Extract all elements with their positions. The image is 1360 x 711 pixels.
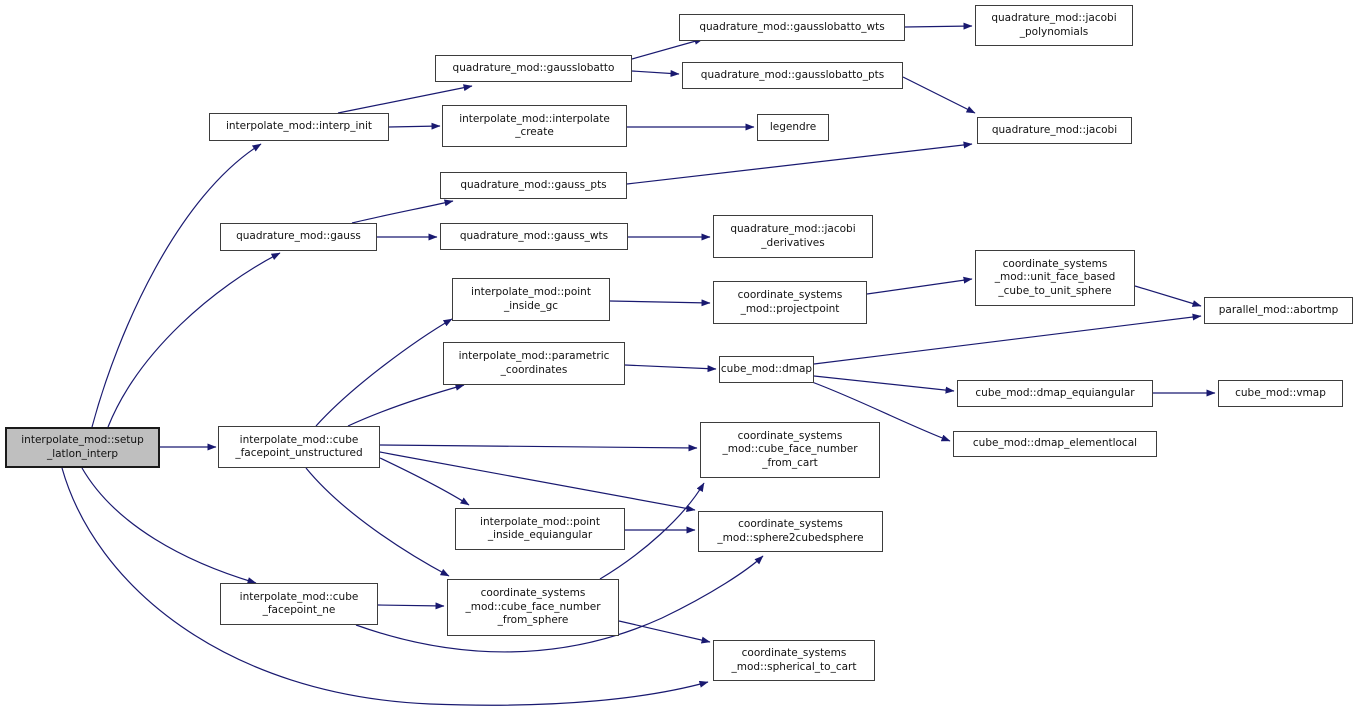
edge-cube_facepoint_unstructured-to-parametric_coordinates bbox=[348, 385, 464, 426]
node-label-line: interpolate_mod::point bbox=[480, 515, 600, 528]
node-setup_latlon_interp bbox=[5, 427, 160, 468]
node-label-line: interpolate_mod::setup bbox=[21, 434, 144, 446]
edge-dmap-to-dmap_equiangular bbox=[814, 376, 954, 391]
edge-interp_init-to-interpolate_create bbox=[389, 126, 440, 127]
node-label-line: _mod::cube_face_number bbox=[722, 443, 858, 456]
node-label-line: interpolate_mod::parametric bbox=[458, 350, 610, 362]
node-sphere2cubedsphere[interactable] bbox=[698, 511, 883, 552]
node-label-line: coordinate_systems bbox=[480, 587, 586, 600]
node-dmap_equiangular[interactable] bbox=[957, 380, 1153, 407]
node-label-line: quadrature_mod::gausslobatto_wts bbox=[699, 20, 885, 33]
node-label-line: quadrature_mod::gausslobatto_pts bbox=[700, 68, 885, 81]
node-label-line: quadrature_mod::gauss_wts bbox=[459, 229, 609, 242]
node-abortmp[interactable] bbox=[1204, 297, 1353, 324]
node-cube_facepoint_unstructured[interactable] bbox=[218, 426, 380, 468]
node-unit_face_based_cube_to_unit_sphere[interactable] bbox=[975, 250, 1135, 306]
node-label-line: _from_sphere bbox=[497, 614, 569, 627]
node-label-line: _facepoint_ne bbox=[262, 604, 336, 616]
node-label-line: quadrature_mod::jacobi bbox=[991, 12, 1117, 24]
node-label-line: _mod::projectpoint bbox=[740, 302, 840, 315]
edge-cube_face_number_from_sphere-to-spherical_to_cart bbox=[619, 621, 710, 642]
node-label-line: _facepoint_unstructured bbox=[235, 447, 363, 459]
node-label-line: interpolate_mod::cube bbox=[239, 433, 359, 446]
node-interp_init[interactable] bbox=[209, 113, 389, 141]
node-label-line: _coordinates bbox=[500, 363, 568, 376]
node-cube_facepoint_ne[interactable] bbox=[220, 583, 378, 625]
node-label-line: _polynomials bbox=[1019, 25, 1089, 38]
node-projectpoint[interactable] bbox=[713, 281, 867, 324]
node-label-line: _mod::spherical_to_cart bbox=[731, 660, 857, 673]
edge-dmap-to-abortmp bbox=[814, 316, 1201, 364]
node-cube_face_number_from_sphere[interactable] bbox=[447, 579, 619, 636]
node-dmap_elementlocal[interactable] bbox=[953, 431, 1157, 457]
edge-gausslobatto-to-gausslobatto_wts bbox=[632, 39, 703, 59]
node-parametric_coordinates[interactable] bbox=[443, 342, 625, 385]
edge-point_inside_gc-to-projectpoint bbox=[610, 301, 710, 303]
node-label-line: _create bbox=[515, 126, 554, 138]
edge-gausslobatto_wts-to-jacobi_polynomials bbox=[905, 26, 972, 27]
edge-gauss-to-gauss_pts bbox=[352, 201, 453, 223]
node-label-line: _inside_gc bbox=[503, 299, 559, 312]
node-label-line: legendre bbox=[769, 120, 817, 133]
node-label-line: _mod::unit_face_based bbox=[994, 271, 1116, 284]
node-label-line: cube_mod::vmap bbox=[1235, 386, 1326, 399]
node-gauss_wts[interactable] bbox=[440, 223, 628, 250]
node-gausslobatto_wts[interactable] bbox=[679, 14, 905, 41]
node-label-line: cube_mod::dmap bbox=[720, 362, 813, 375]
node-label-line: _from_cart bbox=[762, 456, 818, 469]
edge-gauss_pts-to-jacobi bbox=[627, 144, 972, 184]
edge-gausslobatto-to-gausslobatto_pts bbox=[632, 71, 679, 74]
node-label-line: _inside_equiangular bbox=[487, 529, 593, 541]
node-legendre[interactable] bbox=[757, 114, 829, 141]
node-label-line: coordinate_systems bbox=[738, 518, 843, 530]
edge-setup_latlon_interp-to-cube_facepoint_ne bbox=[82, 468, 256, 583]
edge-parametric_coordinates-to-dmap bbox=[625, 365, 716, 369]
node-jacobi_polynomials[interactable] bbox=[975, 5, 1133, 46]
edge-setup_latlon_interp-to-gauss bbox=[108, 253, 280, 427]
edge-cube_facepoint_unstructured-to-cube_face_number_from_sphere bbox=[306, 468, 449, 576]
node-label-line: _mod::sphere2cubedsphere bbox=[717, 531, 864, 544]
node-label-line: interpolate_mod::interpolate bbox=[459, 112, 610, 125]
node-label-line: _cube_to_unit_sphere bbox=[998, 284, 1112, 297]
node-point_inside_equiangular[interactable] bbox=[455, 508, 625, 550]
node-vmap[interactable] bbox=[1218, 380, 1343, 407]
node-label-line: quadrature_mod::gauss bbox=[236, 230, 361, 243]
node-gausslobatto_pts[interactable] bbox=[682, 62, 903, 89]
node-label-line: cube_mod::dmap_elementlocal bbox=[972, 437, 1138, 450]
node-spherical_to_cart[interactable] bbox=[713, 640, 875, 681]
node-label-line: interpolate_mod::interp_init bbox=[225, 120, 373, 133]
node-point_inside_gc[interactable] bbox=[452, 278, 610, 321]
node-label-line: _mod::cube_face_number bbox=[465, 600, 601, 613]
node-label-line: quadrature_mod::gauss_pts bbox=[460, 178, 607, 191]
node-gauss[interactable] bbox=[220, 223, 377, 251]
edge-gausslobatto_pts-to-jacobi bbox=[903, 77, 975, 113]
node-label-line: interpolate_mod::cube bbox=[239, 590, 359, 603]
edge-cube_facepoint_unstructured-to-point_inside_gc bbox=[316, 319, 452, 426]
node-label-line: quadrature_mod::jacobi bbox=[991, 123, 1118, 136]
edge-setup_latlon_interp-to-interp_init bbox=[92, 144, 261, 427]
node-label-line: coordinate_systems bbox=[737, 429, 843, 442]
node-label-line: coordinate_systems bbox=[741, 647, 847, 659]
edge-projectpoint-to-unit_face_based_cube_to_unit_sphere bbox=[867, 279, 972, 294]
node-jacobi_derivatives[interactable] bbox=[713, 215, 873, 258]
node-cube_face_number_from_cart[interactable] bbox=[700, 422, 880, 478]
node-interpolate_create[interactable] bbox=[442, 105, 627, 147]
edge-unit_face_based_cube_to_unit_sphere-to-abortmp bbox=[1135, 286, 1201, 306]
node-label-line: quadrature_mod::gausslobatto bbox=[452, 61, 615, 74]
node-label-line: interpolate_mod::point bbox=[471, 286, 591, 298]
node-label-line: coordinate_systems bbox=[737, 289, 843, 301]
edge-cube_facepoint_unstructured-to-point_inside_equiangular bbox=[380, 458, 469, 505]
node-label-line: cube_mod::dmap_equiangular bbox=[975, 386, 1135, 399]
node-jacobi[interactable] bbox=[977, 117, 1132, 144]
node-label-line: _latlon_interp bbox=[46, 447, 119, 460]
node-gauss_pts[interactable] bbox=[440, 172, 627, 199]
node-label-line: parallel_mod::abortmp bbox=[1218, 303, 1339, 316]
node-label-line: coordinate_systems bbox=[1002, 257, 1108, 270]
edge-cube_facepoint_unstructured-to-cube_face_number_from_cart bbox=[380, 445, 697, 448]
edge-cube_facepoint_ne-to-cube_face_number_from_sphere bbox=[378, 605, 444, 606]
node-label-line: quadrature_mod::jacobi bbox=[730, 223, 856, 235]
node-label-line: _derivatives bbox=[761, 236, 825, 249]
node-dmap[interactable] bbox=[719, 356, 814, 383]
node-gausslobatto[interactable] bbox=[435, 55, 632, 82]
